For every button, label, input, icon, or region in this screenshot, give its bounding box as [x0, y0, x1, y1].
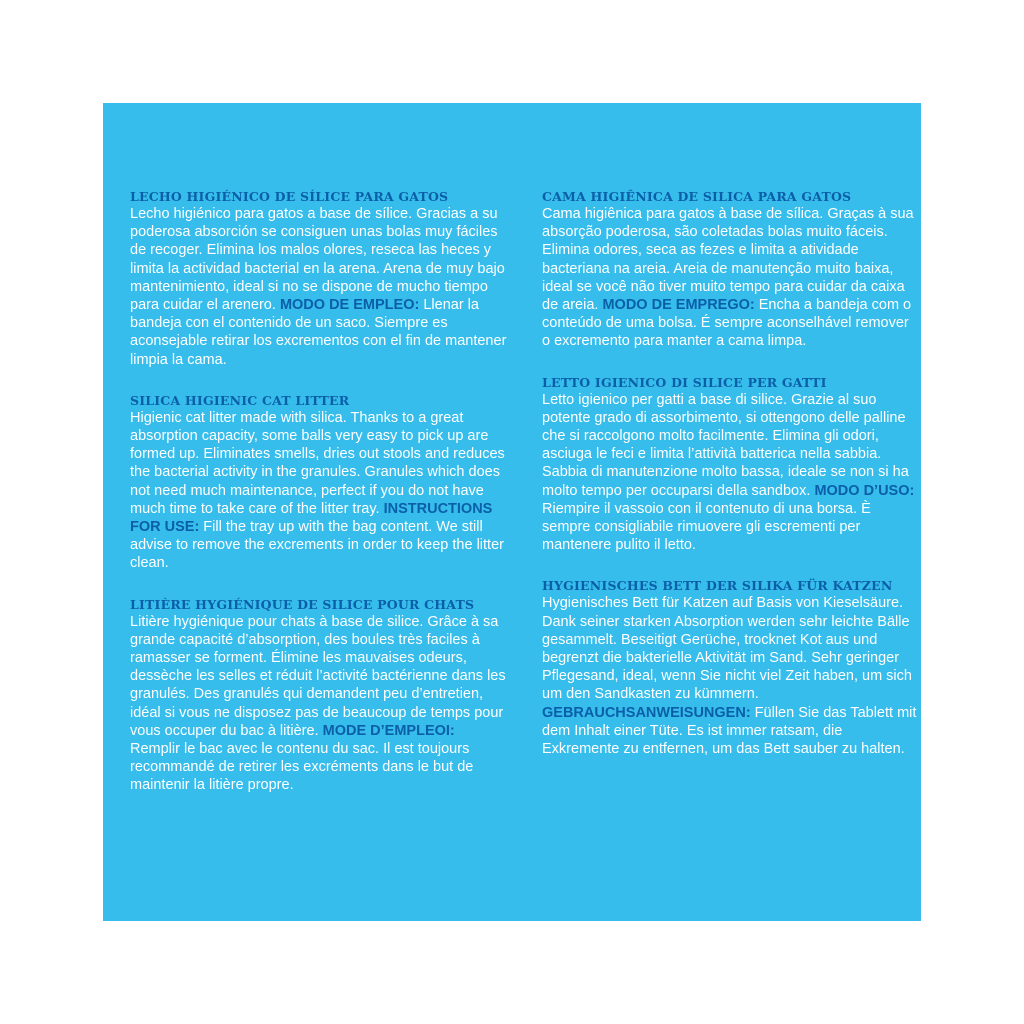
instructions-label-spanish: MODO DE EMPLEO: — [279, 297, 420, 314]
left-column — [130, 188, 508, 818]
instructions-label-portuguese: MODO DE EMPREGO: — [602, 297, 755, 314]
section-title-italian: LETTO IGIENICO DI SILICE PER GATTI — [542, 374, 827, 390]
description-german: Hygienisches Bett für Katzen auf Basis von Kieselsäure. Dank seiner starken Absorption werden sehr leichte Bälle gesammelt. Beseitigt Gerüche, trocknet Kot aus und begrenzt die bakterielle Aktivität im Sand. Sehr geringer Pflegesand, ideal, wenn Sie nicht viel Zeit haben, um sich um den Sandkasten zu kümmern. — [542, 595, 912, 703]
instructions-portuguese: Encha a bandeja com o conteúdo de uma bolsa. É sempre aconselhável remover o excremento para manter a cama limpa. — [542, 297, 912, 350]
instructions-german: Füllen Sie das Tablett mit dem Inhalt einer Tüte. Es ist immer ratsam, die Exkremente zu entfernen, um das Bett sauber zu halten. — [542, 704, 917, 758]
description-italian: Letto igienico per gatti a base di silice. Grazie al suo potente grado di assorbimento, si ottengono delle palline che si raccolgono molto facilmente. Elimina gli odori, asciuga le feci e limita l’attività batterica nella sabbia. Sabbia di manutenzione molto bassa, ideale se non si ha molto tempo per occuparsi della sandbox. — [542, 391, 909, 499]
section-french — [130, 596, 508, 795]
section-title-portuguese: CAMA HIGIÊNICA DE SILICA PARA GATOS — [542, 189, 852, 204]
description-english: Higienic cat litter made with silica. Thanks to a great absorption capacity, some balls very easy to pick up are formed up. Eliminates smells, dries out stools and reduces the bacterial activity in the granules. Granules which does not need much maintenance, perfect if you do not have much time to take care of the litter tray. — [130, 409, 505, 517]
section-title-german: HYGIENISCHES BETT DER SILIKA FÜR KATZEN — [542, 578, 893, 594]
section-portuguese — [542, 188, 920, 351]
description-portuguese: Cama higiênica para gatos à base de sílica. Graças à sua absorção poderosa, são coletadas bolas muito fáceis. Elimina odores, seca as fezes e limita a atividade bacteriana na areia. Areia de manutenção muito baixa, ideal se você não tiver muito tempo para cuidar da caixa de areia. — [542, 206, 914, 314]
section-title-english: SILICA HIGIENIC CAT LITTER — [130, 392, 350, 408]
description-french: Litière hygiénique pour chats à base de silice. Grâce à sa grande capacité d’absorption, des boules très faciles à ramasser se forment. Élimine les mauvaises odeurs, dessèche les selles et réduit l’activité bactérienne dans les granulés. Des granulés qui demandent peu d’entretien, idéal si vous ne disposez pas de beaucoup de temps pour vous occuper du bac à litière. — [130, 613, 506, 739]
section-italian — [542, 374, 920, 555]
section-title-french: LITIÈRE HYGIÉNIQUE DE SILICE POUR CHATS — [130, 596, 475, 612]
section-body-german — [542, 594, 920, 758]
instructions-panel — [103, 103, 921, 921]
right-column — [542, 188, 920, 781]
instructions-english: Fill the tray up with the bag content. We still advise to remove the excrements in order to keep the litter clean. — [130, 519, 504, 572]
section-body-spanish — [130, 205, 508, 369]
section-title-spanish: LECHO HIGIÉNICO DE SÍLICE PARA GATOS — [130, 189, 449, 204]
section-body-french — [130, 613, 508, 795]
description-spanish: Lecho higiénico para gatos a base de sílice. Gracias a su poderosa absorción se consiguen unas bolas muy fáciles de recoger. Elimina los malos olores, reseca las heces y limita la actividad bacterial en la arena. Arena de muy bajo mantenimiento, ideal si no se dispone de mucho tiempo para cuidar el arenero. — [130, 206, 505, 314]
instructions-label-german: GEBRAUCHSANWEISUNGEN: — [542, 704, 751, 721]
section-body-italian — [542, 391, 920, 555]
section-spanish — [130, 188, 508, 369]
section-body-english — [130, 409, 508, 573]
section-german — [542, 577, 920, 758]
section-body-portuguese — [542, 205, 920, 351]
instructions-label-french: MODE D’EMPLEOI: — [322, 722, 455, 739]
section-english — [130, 392, 508, 573]
instructions-spanish: Llenar la bandeja con el contenido de un saco. Siempre es aconsejable retirar los excrementos con el fin de mantener limpia la cama. — [130, 297, 507, 368]
instructions-label-english: INSTRUCTIONS FOR USE: — [130, 500, 493, 536]
instructions-french: Remplir le bac avec le contenu du sac. Il est toujours recommandé de retirer les excréments dans le but de maintenir la litière propre. — [130, 741, 474, 794]
instructions-label-italian: MODO D’USO: — [814, 482, 915, 499]
instructions-italian: Riempire il vassoio con il contenuto di una borsa. È sempre consigliabile rimuovere gli escrementi per mantenere pulito il letto. — [542, 500, 871, 554]
